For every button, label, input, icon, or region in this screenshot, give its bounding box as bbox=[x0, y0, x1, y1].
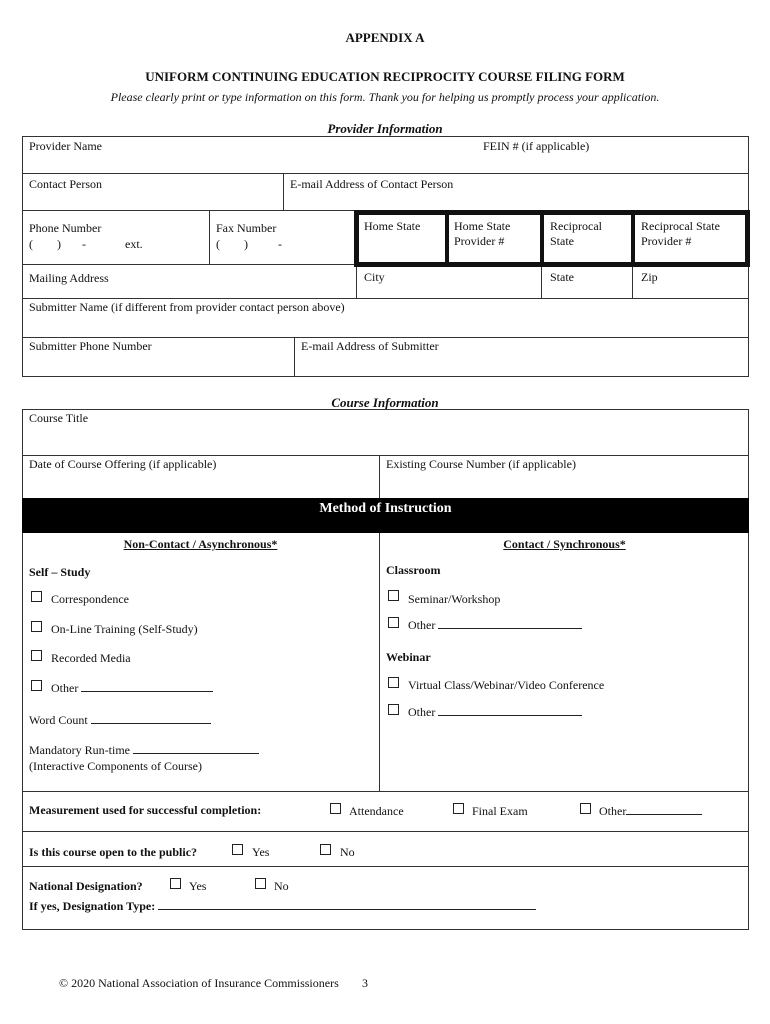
national-designation-label: National Designation? bbox=[29, 879, 143, 893]
course-title-field[interactable]: Course Title bbox=[29, 411, 89, 425]
contact-email-field[interactable]: E-mail Address of Contact Person bbox=[290, 177, 454, 191]
other-measurement-checkbox[interactable] bbox=[580, 803, 591, 814]
measurement-label: Measurement used for successful completion: bbox=[29, 803, 262, 817]
recorded-media-label: Recorded Media bbox=[51, 651, 131, 665]
other-classroom-checkbox[interactable] bbox=[388, 617, 399, 628]
designation-type-input[interactable] bbox=[158, 899, 536, 910]
self-study-heading: Self – Study bbox=[29, 565, 91, 579]
virtual-class-label: Virtual Class/Webinar/Video Conference bbox=[408, 678, 605, 692]
other-webinar-input[interactable] bbox=[438, 705, 582, 716]
phone-number-field[interactable]: Phone Number bbox=[29, 221, 102, 235]
attendance-label: Attendance bbox=[349, 804, 404, 818]
footer-page-number: 3 bbox=[362, 976, 368, 990]
interactive-components-note: (Interactive Components of Course) bbox=[29, 759, 202, 773]
submitter-name-field[interactable]: Submitter Name (if different from provider contact person above) bbox=[29, 300, 345, 314]
word-count-input[interactable] bbox=[91, 713, 211, 724]
fein-field[interactable]: FEIN # (if applicable) bbox=[483, 139, 590, 153]
classroom-heading: Classroom bbox=[386, 563, 441, 577]
home-state-provider-label-1: Home State bbox=[454, 219, 511, 233]
correspondence-checkbox[interactable] bbox=[31, 591, 42, 602]
mandatory-runtime-input[interactable] bbox=[133, 743, 259, 754]
public-yes-label: Yes bbox=[252, 845, 270, 859]
reciprocal-provider-label-2: Provider # bbox=[641, 234, 692, 248]
recorded-media-checkbox[interactable] bbox=[31, 650, 42, 661]
fax-format: ( ) - bbox=[216, 237, 282, 251]
attendance-checkbox[interactable] bbox=[330, 803, 341, 814]
final-exam-label: Final Exam bbox=[472, 804, 528, 818]
designation-no-label: No bbox=[274, 879, 289, 893]
open-public-label: Is this course open to the public? bbox=[29, 845, 198, 859]
designation-yes-label: Yes bbox=[189, 879, 207, 893]
designation-type-label: If yes, Designation Type: bbox=[29, 899, 536, 913]
other-webinar-checkbox[interactable] bbox=[388, 704, 399, 715]
reciprocal-provider-label-1: Reciprocal State bbox=[641, 219, 720, 233]
submitter-email-field[interactable]: E-mail Address of Submitter bbox=[301, 339, 439, 353]
home-state-label: Home State bbox=[364, 219, 421, 233]
online-training-label: On-Line Training (Self-Study) bbox=[51, 622, 198, 636]
state-field[interactable]: State bbox=[550, 270, 574, 284]
other-async-label: Other bbox=[51, 681, 213, 695]
form-instructions: Please clearly print or type information on this form. Thank you for helping us promptly process your application. bbox=[110, 90, 660, 104]
designation-no-checkbox[interactable] bbox=[255, 878, 266, 889]
contact-header: Contact / Synchronous* bbox=[503, 537, 626, 551]
other-measurement-label: Other bbox=[599, 804, 702, 818]
mandatory-runtime-label: Mandatory Run-time bbox=[29, 743, 259, 757]
course-section-title: Course Information bbox=[331, 395, 439, 410]
word-count-label: Word Count bbox=[29, 713, 211, 727]
fax-number-field[interactable]: Fax Number bbox=[216, 221, 277, 235]
appendix-label: APPENDIX A bbox=[345, 30, 425, 45]
home-state-provider-label-2: Provider # bbox=[454, 234, 505, 248]
final-exam-checkbox[interactable] bbox=[453, 803, 464, 814]
other-async-input[interactable] bbox=[81, 681, 213, 692]
webinar-heading: Webinar bbox=[386, 650, 431, 664]
other-measurement-input[interactable] bbox=[626, 804, 702, 815]
public-yes-checkbox[interactable] bbox=[232, 844, 243, 855]
city-field[interactable]: City bbox=[364, 270, 385, 284]
form-title: UNIFORM CONTINUING EDUCATION RECIPROCITY COURSE FILING FORM bbox=[145, 69, 625, 84]
seminar-label: Seminar/Workshop bbox=[408, 592, 501, 606]
contact-person-field[interactable]: Contact Person bbox=[29, 177, 102, 191]
existing-number-field[interactable]: Existing Course Number (if applicable) bbox=[386, 457, 576, 471]
date-offering-field[interactable]: Date of Course Offering (if applicable) bbox=[29, 457, 217, 471]
phone-format: ( ) - ext. bbox=[29, 237, 143, 251]
submitter-phone-field[interactable]: Submitter Phone Number bbox=[29, 339, 152, 353]
public-no-checkbox[interactable] bbox=[320, 844, 331, 855]
other-async-checkbox[interactable] bbox=[31, 680, 42, 691]
other-classroom-input[interactable] bbox=[438, 618, 582, 629]
public-no-label: No bbox=[340, 845, 355, 859]
seminar-checkbox[interactable] bbox=[388, 590, 399, 601]
footer-copyright: © 2020 National Association of Insurance Commissioners bbox=[59, 976, 339, 990]
other-webinar-label: Other bbox=[408, 705, 582, 719]
designation-yes-checkbox[interactable] bbox=[170, 878, 181, 889]
method-header: Method of Instruction bbox=[319, 501, 452, 516]
non-contact-header: Non-Contact / Asynchronous* bbox=[123, 537, 278, 551]
zip-field[interactable]: Zip bbox=[641, 270, 658, 284]
virtual-class-checkbox[interactable] bbox=[388, 677, 399, 688]
provider-name-field[interactable]: Provider Name bbox=[29, 139, 102, 153]
online-training-checkbox[interactable] bbox=[31, 621, 42, 632]
provider-section-title: Provider Information bbox=[327, 121, 443, 136]
other-classroom-label: Other bbox=[408, 618, 582, 632]
reciprocal-state-label-1: Reciprocal bbox=[550, 219, 602, 233]
reciprocal-state-label-2: State bbox=[550, 234, 574, 248]
mailing-address-field[interactable]: Mailing Address bbox=[29, 271, 109, 285]
correspondence-label: Correspondence bbox=[51, 592, 129, 606]
